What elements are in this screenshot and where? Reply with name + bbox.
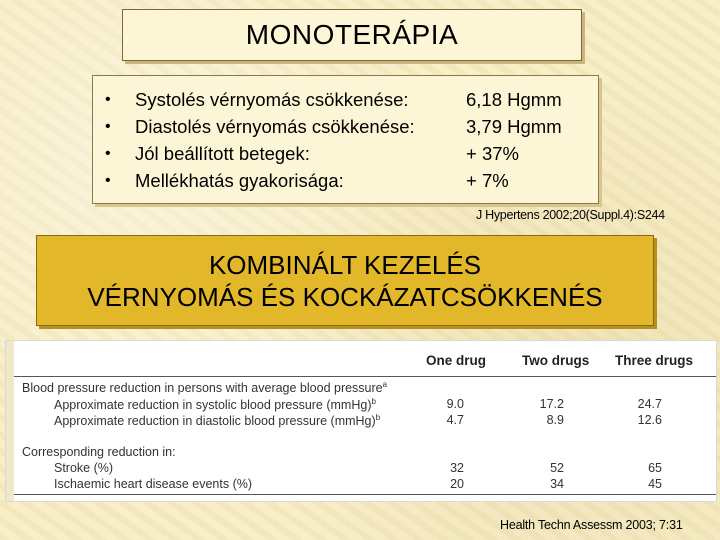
table-top-rule bbox=[14, 376, 716, 377]
table-cell: 24.7 bbox=[637, 397, 662, 411]
stats-label: Systolés vérnyomás csökkenése: bbox=[135, 88, 409, 110]
bullet-icon: • bbox=[105, 144, 111, 162]
stats-label: Jól beállított betegek: bbox=[135, 142, 310, 164]
table-cell: 65 bbox=[648, 461, 662, 475]
table-row-label: Stroke (%) bbox=[54, 461, 114, 475]
table-cell: 4.7 bbox=[446, 413, 464, 427]
stats-item bbox=[105, 86, 415, 113]
table-row-label: Approximate reduction in systolic blood pressure (mmHg)$^b$ bbox=[54, 397, 376, 413]
reference-citation-2: Health Techn Assessm 2003; 7:31 bbox=[500, 518, 683, 532]
table-cell: 8.9 bbox=[546, 413, 564, 427]
stats-item bbox=[105, 167, 415, 194]
table-left-edge bbox=[6, 341, 14, 501]
reference-citation-1: J Hypertens 2002;20(Suppl.4):S244 bbox=[476, 208, 665, 222]
monotherapy-stats-box bbox=[92, 75, 599, 204]
combination-therapy-banner bbox=[36, 235, 654, 326]
bullet-icon: • bbox=[105, 171, 111, 189]
column-header-one-drug: One drug bbox=[426, 353, 486, 368]
table-cell: 45 bbox=[648, 477, 662, 491]
table-cell: 9.0 bbox=[446, 397, 464, 411]
table-cell: 17.2 bbox=[539, 397, 564, 411]
table-cell: 12.6 bbox=[637, 413, 662, 427]
stats-label: Diastolés vérnyomás csökkenése: bbox=[135, 115, 415, 137]
stats-value: 6,18 Hgmm bbox=[466, 88, 562, 110]
stats-value: + 7% bbox=[466, 169, 509, 191]
stats-label: Mellékhatás gyakorisága: bbox=[135, 169, 344, 191]
column-header-two-drugs: Two drugs bbox=[522, 353, 590, 368]
drug-comparison-table bbox=[5, 340, 717, 502]
stats-label-list bbox=[105, 86, 415, 194]
slide-title-text: MONOTERÁPIA bbox=[245, 19, 459, 50]
stats-value: + 37% bbox=[466, 142, 519, 164]
table-cell: 34 bbox=[550, 477, 564, 491]
stats-item bbox=[105, 113, 415, 140]
table-cell: 20 bbox=[450, 477, 464, 491]
bullet-icon: • bbox=[105, 117, 111, 135]
table-row-label: Approximate reduction in diastolic blood pressure (mmHg)$^b$ bbox=[54, 413, 381, 429]
column-header-three-drugs: Three drugs bbox=[615, 353, 694, 368]
table-bottom-rule bbox=[14, 494, 716, 495]
section-heading: Corresponding reduction in: bbox=[22, 445, 176, 459]
banner-line-1: KOMBINÁLT KEZELÉS bbox=[208, 249, 482, 280]
table-cell: 52 bbox=[550, 461, 564, 475]
stats-value: 3,79 Hgmm bbox=[466, 115, 562, 137]
bullet-icon: • bbox=[105, 90, 111, 108]
banner-line-2: VÉRNYOMÁS ÉS KOCKÁZATCSÖKKENÉS bbox=[87, 281, 603, 312]
table-row-label: Ischaemic heart disease events (%) bbox=[54, 477, 253, 491]
stats-item bbox=[105, 140, 415, 167]
stats-value-list bbox=[466, 86, 562, 194]
section-heading: Blood pressure reduction in persons with average blood pressure$^a$ bbox=[22, 380, 388, 396]
table-cell: 32 bbox=[450, 461, 464, 475]
slide-title bbox=[122, 9, 582, 61]
